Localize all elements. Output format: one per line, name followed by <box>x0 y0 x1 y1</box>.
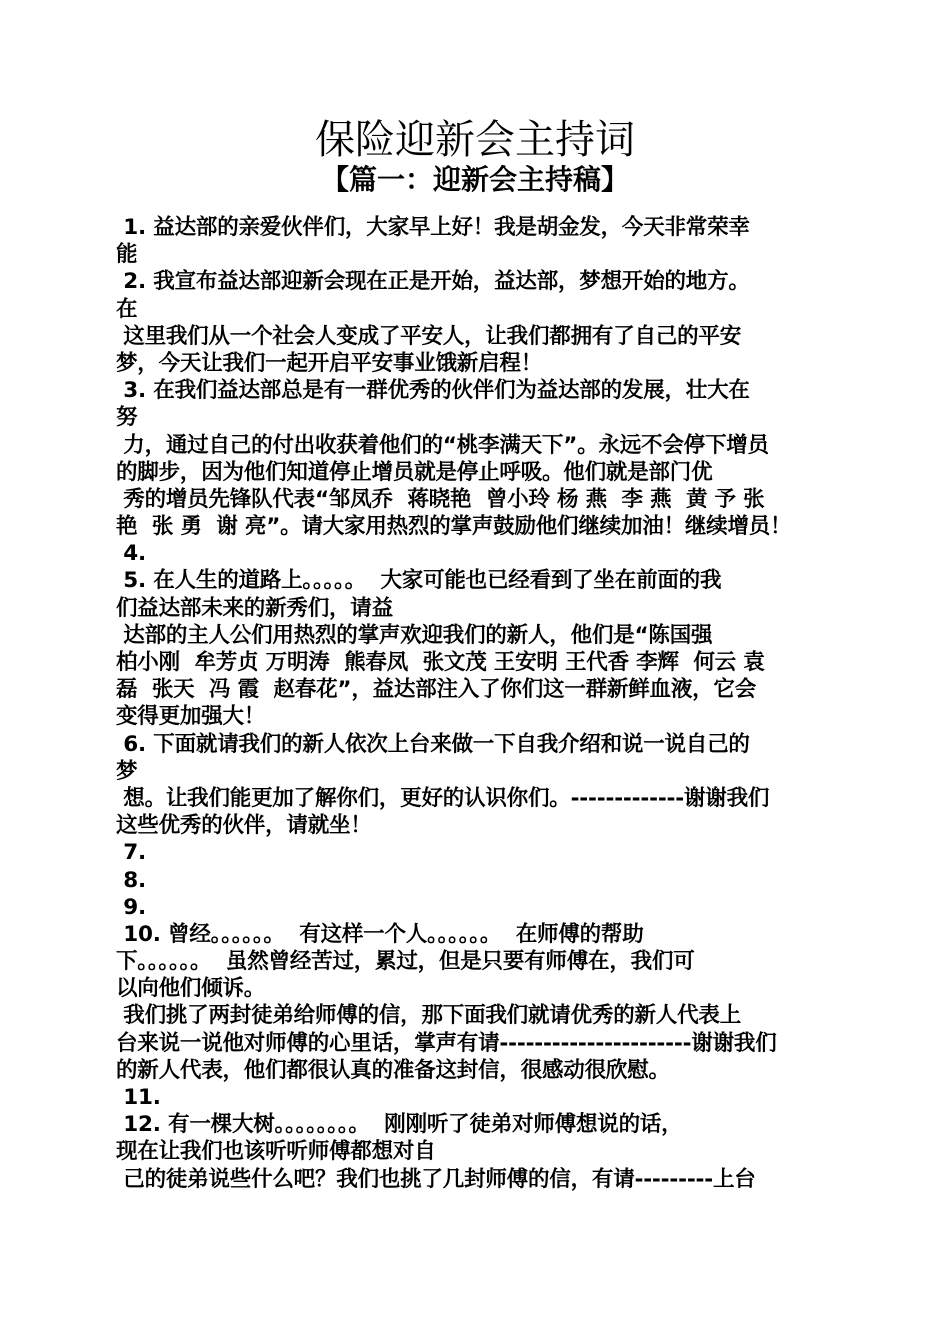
text-line: 想。让我们能更加了解你们，更好的认识你们。-------------谢谢我们 <box>116 785 770 811</box>
text-line: 9. <box>116 894 147 920</box>
text-line: 10. 曾经。。。。。。 有这样一个人。。。。。。 在师傅的帮助 <box>116 921 644 947</box>
text-line: 柏小刚 牟芳贞 万明涛 熊春凤 张文茂 王安明 王代香 李辉 何云 袁 <box>116 650 765 675</box>
text-line: 1. 益达部的亲爱伙伴们，大家早上好！我是胡金发，今天非常荣幸 <box>116 215 750 240</box>
text-line: 2. 我宣布益达部迎新会现在正是开始，益达部，梦想开始的地方。 <box>116 269 750 295</box>
text-line: 台来说一说他对师傅的心里话，掌声有请----------------------谢谢我们 <box>116 1030 777 1056</box>
text-line: 3. 在我们益达部总是有一群优秀的伙伴们为益达部的发展，壮大在 <box>116 378 750 404</box>
document-subtitle: 【篇一：迎新会主持稿】 <box>320 163 629 196</box>
text-line: 这些优秀的伙伴，请就坐！ <box>116 813 372 839</box>
text-line: 这里我们从一个社会人变成了平安人，让我们都拥有了自己的平安 <box>116 323 741 349</box>
text-line: 梦 <box>116 758 138 784</box>
text-line: 的新人代表，他们都很认真的准备这封信，很感动很欣慰。 <box>116 1057 670 1083</box>
text-line: 达部的主人公们用热烈的掌声欢迎我们的新人，他们是“陈国强 <box>116 622 713 648</box>
text-line: 下。。。。。。 虽然曾经苦过，累过，但是只要有师傅在，我们可 <box>116 949 695 975</box>
text-line: 8. <box>116 867 147 893</box>
text-line: 现在让我们也该听听师傅都想对自 <box>116 1139 436 1165</box>
text-line: 12. 有一棵大树。。。。。。。。 刚刚听了徒弟对师傅想说的话， <box>116 1112 683 1138</box>
text-line: 的脚步，因为他们知道停止增员就是停止呼吸。他们就是部门优 <box>116 459 713 485</box>
text-line: 磊 张天 冯 霞 赵春花”，益达部注入了你们这一群新鲜血液，它会 <box>116 677 757 703</box>
text-line: 变得更加强大！ <box>116 704 266 730</box>
document-title: 保险迎新会主持词 <box>315 117 635 163</box>
text-line: 7. <box>116 840 147 866</box>
text-line: 11. <box>116 1085 161 1110</box>
text-line: 梦，今天让我们一起开启平安事业饿新启程！ <box>116 350 543 376</box>
text-line: 4. <box>116 541 147 567</box>
text-line: 以向他们倾诉。 <box>116 976 266 1002</box>
text-line: 在 <box>116 296 138 322</box>
text-line: 己的徒弟说些什么吧？我们也挑了几封师傅的信，有请---------上台 <box>116 1166 756 1192</box>
text-line: 们益达部未来的新秀们，请益 <box>116 595 393 621</box>
text-line: 艳 张 勇 谢 亮”。请大家用热烈的掌声鼓励他们继续加油！继续增员！ <box>116 514 792 540</box>
text-line: 我们挑了两封徒弟给师傅的信，那下面我们就请优秀的新人代表上 <box>116 1003 741 1029</box>
text-line: 5. 在人生的道路上。。。。。 大家可能也已经看到了坐在前面的我 <box>116 568 722 594</box>
text-line: 努 <box>116 405 138 431</box>
text-line: 秀的增员先锋队代表“邹凤乔 蒋晓艳 曾小玲 杨 燕 李 燕 黄 予 张 <box>116 486 765 512</box>
document-body <box>116 214 856 1193</box>
text-line: 6. 下面就请我们的新人依次上台来做一下自我介绍和说一说自己的 <box>116 731 750 757</box>
text-line: 力，通过自己的付出收获着他们的“桃李满天下”。永远不会停下增员 <box>116 432 769 458</box>
text-line: 能 <box>116 242 138 268</box>
